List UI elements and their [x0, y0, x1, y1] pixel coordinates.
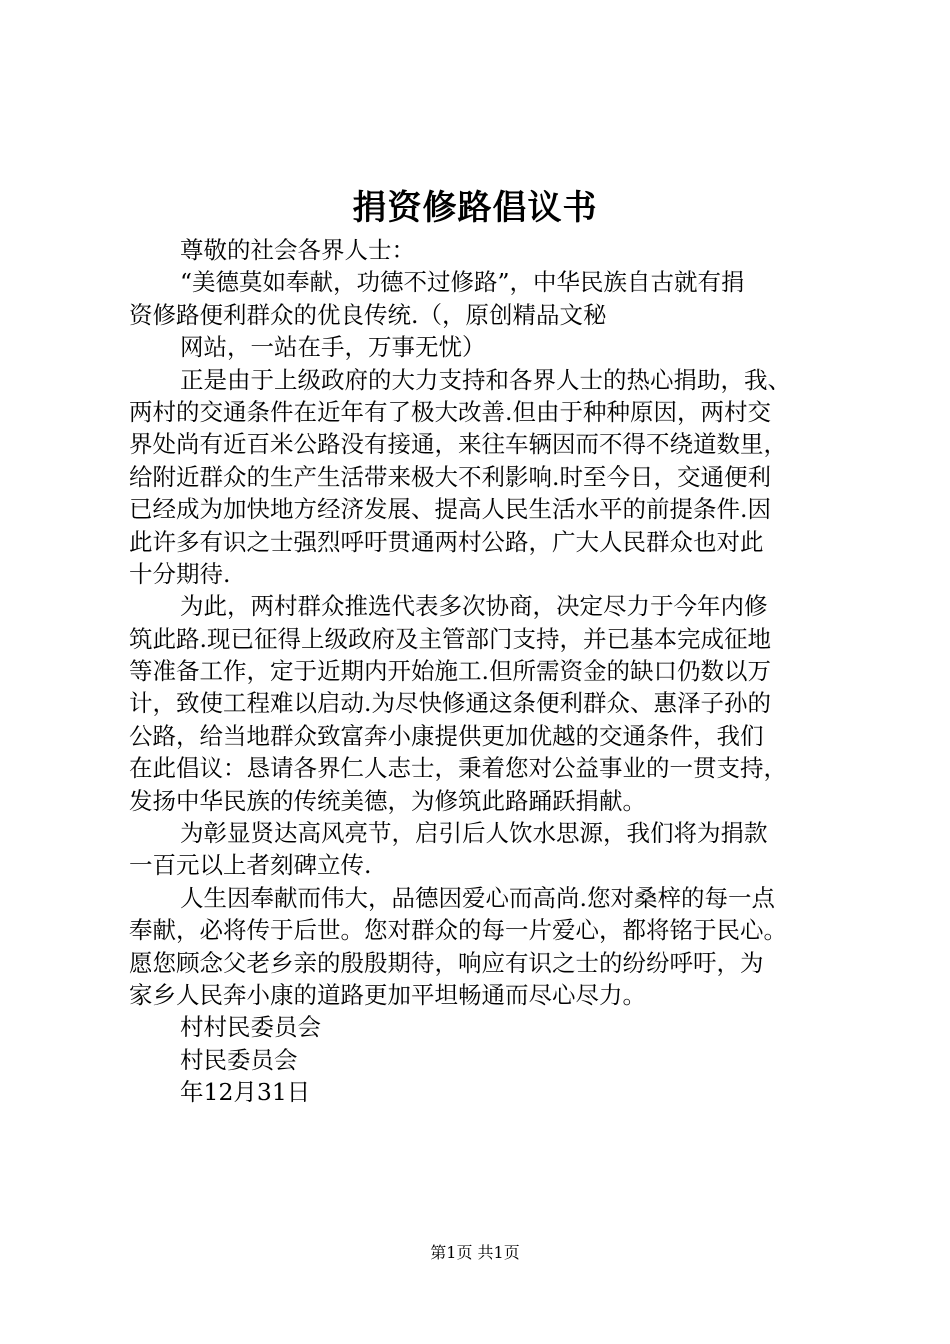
- paragraph-line: 网站，一站在手，万事无忧）: [180, 333, 486, 362]
- paragraph-line: 奉献，必将传于后世。您对群众的每一片爱心，都将铭于民心。: [129, 916, 787, 945]
- page-footer: 第1页 共1页: [430, 1243, 520, 1262]
- paragraph-line: 筑此路.现已征得上级政府及主管部门支持，并已基本完成征地: [129, 624, 771, 653]
- paragraph-line: 人生因奉献而伟大，品德因爱心而高尚.您对桑梓的每一点: [180, 883, 775, 912]
- salutation-line: 尊敬的社会各界人士：: [180, 236, 415, 264]
- paragraph-line: 在此倡议：恳请各界仁人志士，秉着您对公益事业的一贯支持，: [129, 754, 787, 783]
- paragraph-line: 为彰显贤达高风亮节，启引后人饮水思源，我们将为捐款: [180, 819, 768, 848]
- paragraph-line: 愿您顾念父老乡亲的殷殷期待，响应有识之士的纷纷呼吁，为: [129, 948, 764, 977]
- paragraph-line: 给附近群众的生产生活带来极大不利影响.时至今日，交通便利: [129, 462, 771, 491]
- paragraph-line: 两村的交通条件在近年有了极大改善.但由于种种原因，两村交: [129, 397, 771, 426]
- paragraph-line: 一百元以上者刻碑立传.: [129, 851, 372, 880]
- paragraph-line: 正是由于上级政府的大力支持和各界人士的热心捐助，我、: [180, 365, 791, 394]
- paragraph-line: 资修路便利群众的优良传统.（，原创精品文秘: [129, 300, 607, 329]
- paragraph-line: 发扬中华民族的传统美德，为修筑此路踊跃捐献。: [129, 786, 646, 815]
- paragraph-line: 计，致使工程难以启动.为尽快修通这条便利群众、惠泽子孙的: [129, 689, 771, 718]
- paragraph-line: 公路，给当地群众致富奔小康提供更加优越的交通条件，我们: [129, 721, 764, 750]
- document-body: [129, 234, 829, 1109]
- paragraph-line: 十分期待.: [129, 559, 231, 588]
- paragraph-line: “美德莫如奉献，功德不过修路”，中华民族自古就有捐: [180, 268, 745, 297]
- paragraph-line: 家乡人民奔小康的道路更加平坦畅通而尽心尽力。: [129, 980, 646, 1009]
- document-title: 捐资修路倡议书: [352, 188, 598, 228]
- paragraph-line: 此许多有识之士强烈呼吁贯通两村公路，广大人民群众也对此: [129, 527, 764, 556]
- paragraph-line: 为此，两村群众推选代表多次协商，决定尽力于今年内修: [180, 592, 768, 621]
- paragraph-line: 界处尚有近百米公路没有接通，来往车辆因而不得不绕道数里，: [129, 430, 787, 459]
- signature-line: 村民委员会: [180, 1045, 298, 1074]
- date-line: 年12月31日: [180, 1078, 311, 1107]
- signature-line: 村村民委员会: [180, 1013, 321, 1042]
- paragraph-line: 等准备工作，定于近期内开始施工.但所需资金的缺口仍数以万: [129, 657, 771, 686]
- paragraph-line: 已经成为加快地方经济发展、提高人民生活水平的前提条件.因: [129, 495, 771, 524]
